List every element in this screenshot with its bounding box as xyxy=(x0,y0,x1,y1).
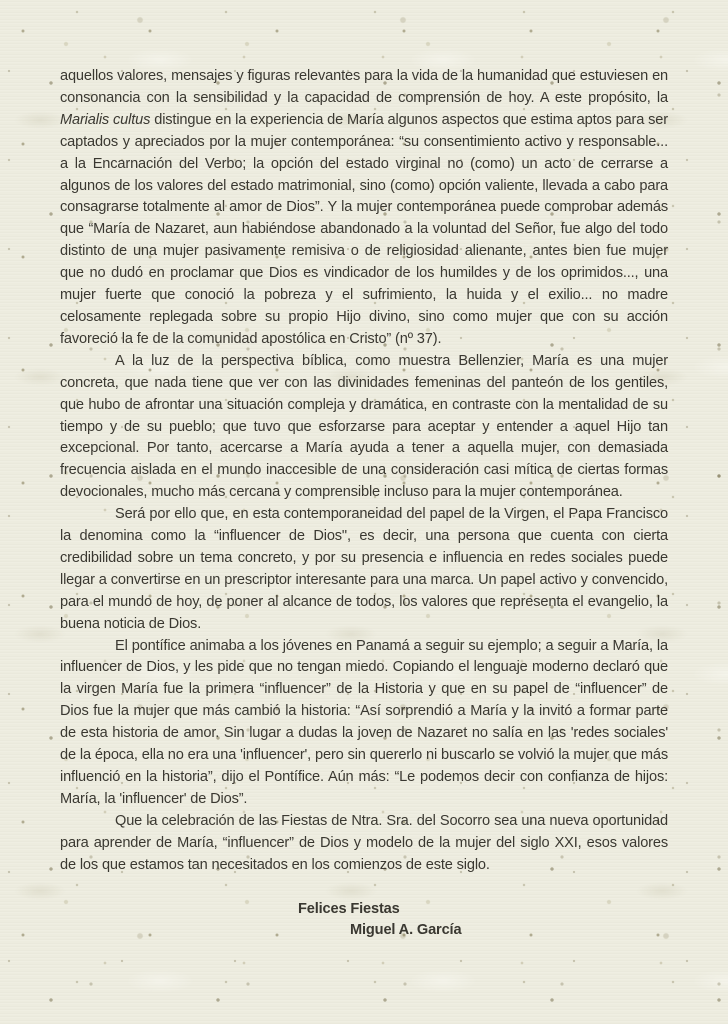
signature-author: Miguel A. García xyxy=(350,922,462,939)
signature-block xyxy=(60,899,668,943)
paragraph-1-text-before-italic: aquellos valores, mensajes y figuras relevantes para la vida de la humanidad que estuviesen en consonancia con la sensibilidad y la capacidad de comprensión de hoy. A este propósito, la xyxy=(60,68,668,106)
signature-greeting: Felices Fiestas xyxy=(298,900,400,917)
paragraph-1 xyxy=(60,66,668,351)
text-column xyxy=(60,66,668,942)
paragraph-4: El pontífice animaba a los jóvenes en Panamá a seguir su ejemplo; a seguir a María, la influencer de Dios, y les pide que no tengan miedo. Copiando el lenguaje moderno declaró que la virgen María fue la primera “influencer” de la Historia y que en su papel de “influencer” de Dios fue la mujer que más cambió la historia: “Así sorprendió a María y la invitó a formar parte de esta historia de amor. Sin lugar a dudas la joven de Nazaret no salía en las 'redes sociales' de la época, ella no era una 'influencer', pero sin quererlo ni buscarlo se volvió la mujer que más influenció en la historia”, dijo el Pontífice. Aún más: “Le podemos decir con confianza de hijos: María, la 'influencer' de Dios”. xyxy=(60,637,668,807)
paragraph-3: Será por ello que, en esta contemporaneidad del papel de la Virgen, el Papa Francisco la denomina como la “influencer de Dios", es decir, una persona que cuenta con cierta credibilidad sobre un tema concreto, y por su presencia e influencia en redes sociales puede llegar a convertirse en un prescriptor interesante para una marca. Un papel activo y convencido, para el mundo de hoy, de poner al alcance de todos, los valores que representa el evangelio, la buena noticia de Dios. xyxy=(60,506,668,632)
paragraph-1-italic-title: Marialis cultus xyxy=(60,111,151,128)
paragraph-2: A la luz de la perspectiva bíblica, como muestra Bellenzier, María es una mujer concreta, que nada tiene que ver con las divinidades femeninas del panteón de los gentiles, que hubo de afrontar una situación compleja y dramática, en contraste con la mentalidad de su tiempo y de su pueblo; que tuvo que esforzarse para aceptar y entender a aquel Hijo tan excepcional. Por tanto, acercarse a María ayuda a tener a aquella mujer, con demasiada frecuencia aislada en el mundo inaccesible de una consideración casi mítica de ciertas formas devocionales, mucho más cercana y comprensible incluso para la mujer contemporánea. xyxy=(60,352,668,501)
paragraph-1-text-after-italic: distingue en la experiencia de María algunos aspectos que estima aptos para ser captados y apreciados por la mujer contemporánea: “su consentimiento activo y responsable... a la Encarnación del Verbo; la opción del estado virginal no (como) un acto de cerrarse a algunos de los valores del estado matrimonial, sino (como) opción valiente, llevada a cabo para consagrarse totalmente al amor de Dios”. Y la mujer contemporánea puede comprobar además que “María de Nazaret, aun habiéndose abandonado a la voluntad del Señor, fue algo del todo distinto de una mujer pasivamente remisiva o de religiosidad alienante, antes bien fue mujer que no dudó en proclamar que Dios es vindicador de los humildes y de los oprimidos..., una mujer fuerte que conoció la pobreza y el sufrimiento, la huida y el exilio... no madre celosamente replegada sobre su propio Hijo divino, sino como mujer que con su acción favoreció la fe de la comunidad apostólica en Cristo” (nº 37). xyxy=(60,111,668,347)
paragraph-5: Que la celebración de las Fiestas de Ntra. Sra. del Socorro sea una nueva oportunidad para aprender de María, “influencer” de Dios y modelo de la mujer del siglo XXI, esos valores de los que estamos tan necesitados en los comienzos de este siglo. xyxy=(60,812,668,873)
